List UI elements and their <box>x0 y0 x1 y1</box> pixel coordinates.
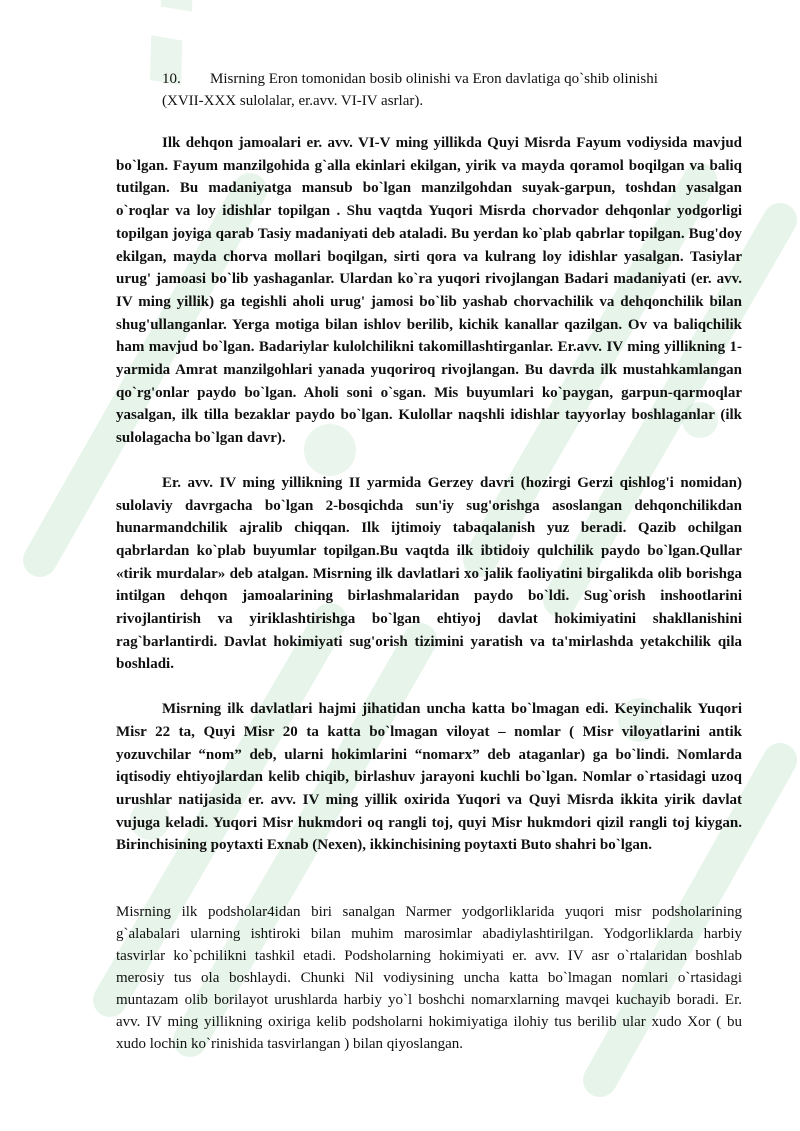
heading-line-1: Misrning Eron tomonidan bosib olinishi va Eron davlatiga qo`shib olinishi <box>210 71 658 87</box>
paragraph-4: Misrning ilk podsholar4idan biri sanalgan Narmer yodgorliklarida yuqori misr podsholarining g`alabalari ularning ishtiroki bilan muhim marosimlar abadiylashtirilgan. Yodgorliklarda harbiy tasvirlar ko`pchilikni tashkil etadi. Podsholarning hokimiyati er. avv. IV asr o`rtalaridan boshlab merosiy tus ola boshlaydi. Chunki Nil vodiysining uncha katta bo`lmagan nomlari o`rtasidagi muntazam olib borilayot urushlarda harbiy yo`l boshchi nomarxlarning mavqei kuchayib boradi. Er. avv. IV ming yillikning oxiriga kelib podsholarni hokimiyatiga ilohiy tus berilib ular xudo Xor ( bu xudo lochin ko`rinishida tasvirlangan ) bilan qiyoslangan. <box>116 904 742 1053</box>
paragraph-3: Misrning ilk davlatlari hajmi jihatidan uncha katta bo`lmagan edi. Keyinchalik Yuqori Misr 22 ta, Quyi Misr 20 ta katta bo`lmagan viloyat – nomlar ( Misr viloyatlarini antik yozuvchilar “nom” deb, ularni hokimlarini “nomarx” deb ataganlar) ga bo`lindi. Nomlarda iqtisodiy ehtiyojlardan kelib chiqib, birlashuv jarayoni kuchli bo`lgan. Nomlar o`rtasidagi uzoq urushlar natijasida er. avv. IV ming yillik oxirida Yuqori va Quyi Misrda ikkita yirik davlat vujuga keladi. Yuqori Misr hukmdori oq rangli toj, quyi Misr hukmdori qizil rangli toj kiygan. Birinchisining poytaxti Exnab (Nexen), ikkinchisining poytaxti Buto shahri bo`lgan. <box>116 701 742 854</box>
heading-line-2: (XVII-XXX sulolalar, er.avv. VI-IV asrlar). <box>162 93 424 109</box>
document-page <box>116 68 742 1055</box>
paragraph-2: Er. avv. IV ming yillikning II yarmida Gerzey davri (hozirgi Gerzi qishlog'i nomidan) sulolaviy davrgacha bo`lgan 2-bosqichda sun'iy sug'orishga asoslangan dehqonchilikdan hunarmandchilik ajralib chiqqan. Ilk ijtimoiy tabaqalanish yuz beradi. Qazib ochilgan qabrlardan ko`plab buyumlar topilgan.Bu vaqtda ilk ibtidoiy qulchilik paydo bo`lgan.Qullar «tirik murdalar» deb atalgan. Misrning ilk davlatlari xo`jalik faoliyatini birgalikda olib borishga intilgan dehqon jamoalarining birlashmalaridan paydo bo`ldi. Sug`orish inshootlarini rivojlantirish va yiriklashtirishga bo`lgan ehtiyoj davlat hokimiyatini shakllanishini rag`barlantirdi. Davlat hokimiyati sug'orish tizimini yaratish va ta'mirlashda yetakchilik qila boshladi. <box>116 474 742 673</box>
heading-number: 10. <box>162 71 181 87</box>
heading-item <box>162 68 742 90</box>
paragraph-1: Ilk dehqon jamoalari er. avv. VI-V ming yillikda Quyi Misrda Fayum vodiysida mavjud bo`lgan. Fayum manzilgohida g`alla ekinlari ekilgan, yirik va mayda qoramol boqilgan va baliq tutilgan. Bu madaniyatga mansub bo`lgan manzilgohdan suyak-garpun, toshdan yasalgan o`roqlar va loy idishlar topilgan . Shu vaqtda Yuqori Misrda chorvador dehqonlar yodgorligi topilgan joyiga qarab Tasiy madaniyati deb ataladi. Bu yerdan ko`plab qabrlar topilgan. Bug'doy ekilgan, mayda chorva mollari boqilgan, sirti qora va kulrang loy idishlar yasalgan. Tasiylar urug' jamoasi bo`lib yashaganlar. Ulardan ko`ra yuqori rivojlangan Badari madaniyati (er. avv. IV ming yillik) ga tegishli aholi urug' jamosi bo`lib yashab chorvachilik va dehqonchilik bilan shug'ullanganlar. Yerga motiga bilan ishlov berilib, kichik kanallar qazilgan. Ov va baliqchilik ham mavjud bo`lgan. Badariylar kulolchilikni takomillashtirganlar. Er.avv. IV ming yillikning 1-yarmida Amrat manzilgohlari yanada yuqoriroq rivojlangan. Bu davrda ilk mustahkamlangan qo`rg'onlar paydo bo`lgan. Aholi soni o`sgan. Mis buyumlari ko`paygan, garpun-qarmoqlar yasalgan, ilk tilla bezaklar paydo bo`lgan. Kulollar naqshli idishlar tayyorlay boshlaganlar (ilk sulolagacha bo`lgan davr). <box>116 135 742 447</box>
